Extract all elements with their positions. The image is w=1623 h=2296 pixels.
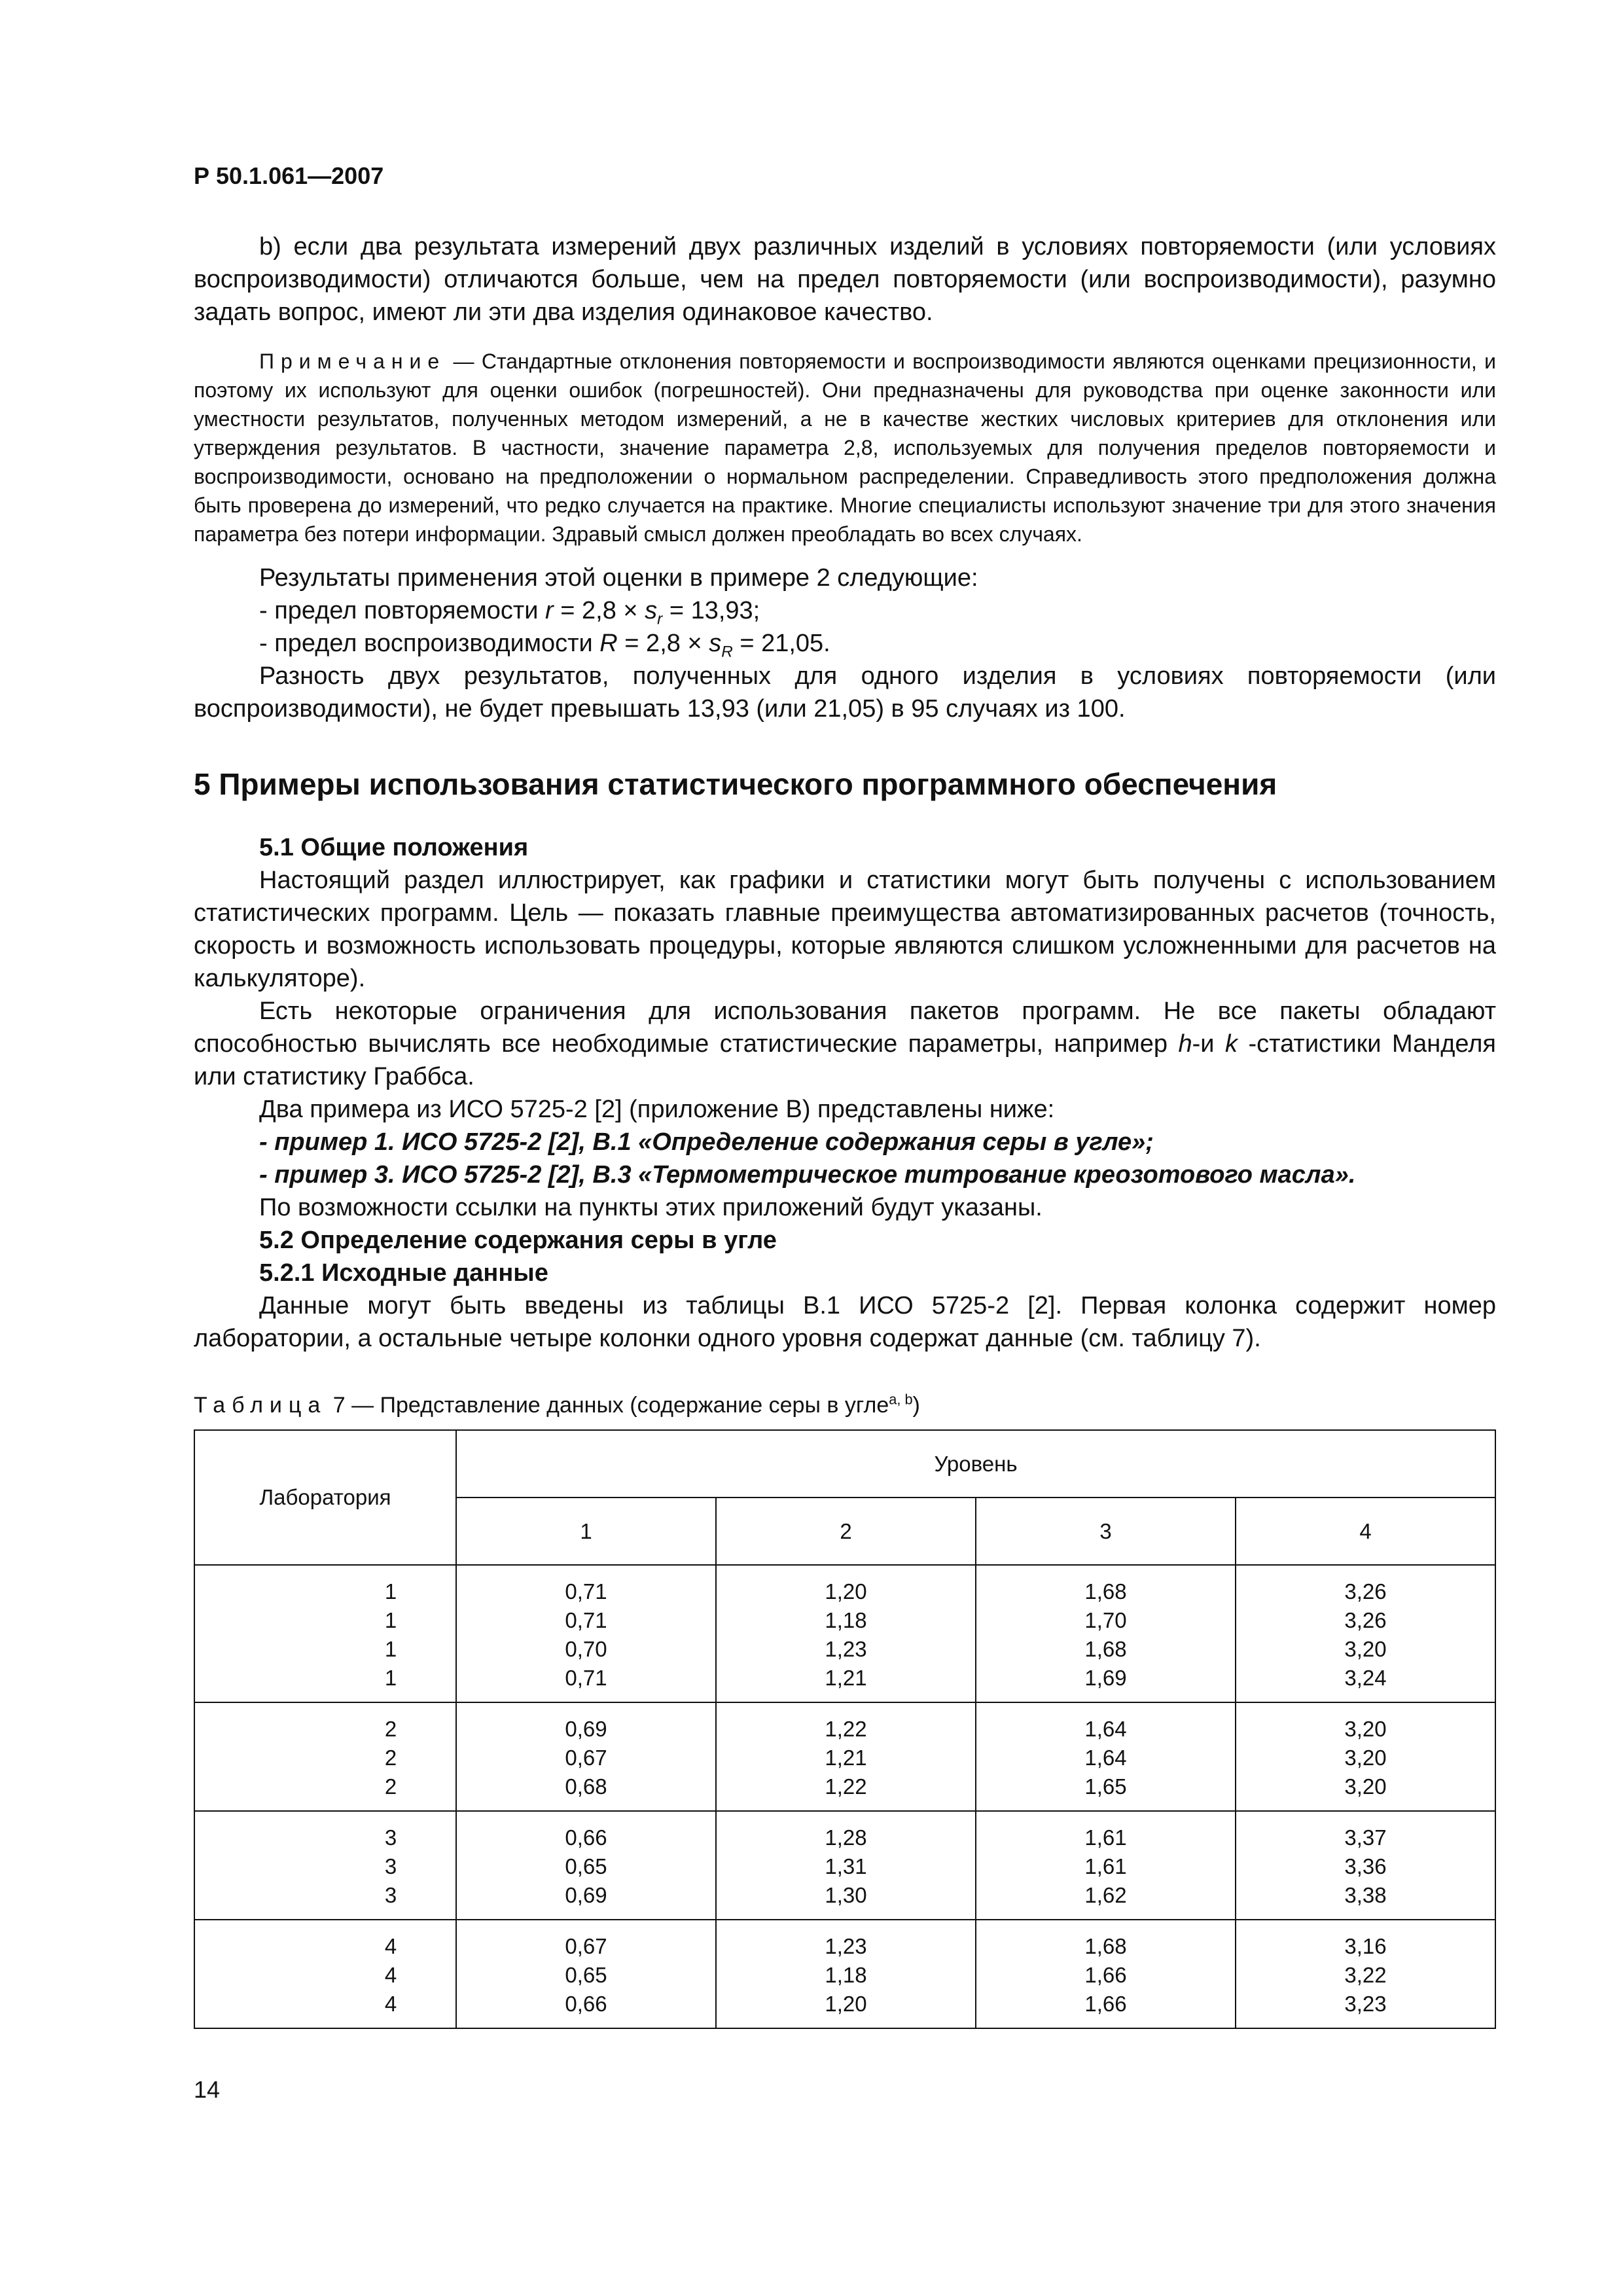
section-5-2-1-paragraph: Данные могут быть введены из таблицы В.1 ИСО 5725-2 [2]. Первая колонка содержит номер лаборатории, а остальные четыре колонки одного уровня содержат данные (см. таблицу 7). (194, 1292, 1496, 1352)
cell-laboratory (194, 1565, 456, 1702)
document-code-header: Р 50.1.061—2007 (194, 162, 384, 189)
level-header-2: 2 (716, 1498, 976, 1565)
item-b-paragraph: b) если два результата измерений двух различных изделий в условиях повторяемости (или условиях воспроизводимости) отличаются больше, чем на предел повторяемости (или воспроизводимости), разумно задать вопрос, имеют ли эти два изделия одинаковое качество. (194, 233, 1496, 326)
section-5-2-heading: 5.2 Определение содержания серы в угле (259, 1227, 777, 1254)
cell-value: 3 (384, 1825, 397, 1850)
cell-value: 1,69 (1084, 1666, 1127, 1690)
cell-value: 3,20 (1344, 1717, 1387, 1741)
cell-value: 3,37 (1344, 1825, 1387, 1850)
cell-value: 1,68 (1084, 1934, 1127, 1958)
cell-value: 0,65 (565, 1854, 607, 1878)
cell-value: 1 (384, 1579, 397, 1604)
table-7-caption: Таблица 7 — Представление данных (содержание серы в угле$^{a, b}$) (194, 1391, 920, 1418)
note-label: Примечание (259, 350, 446, 373)
cell-level-4 (1236, 1811, 1495, 1920)
cell-value: 0,68 (565, 1774, 607, 1799)
cell-level-2 (716, 1811, 976, 1920)
cell-value: 3 (384, 1883, 397, 1907)
cell-value: 3,26 (1344, 1579, 1387, 1604)
table-row (194, 1920, 1495, 2028)
table-row (194, 1565, 1495, 1702)
level-header-3: 3 (976, 1498, 1236, 1565)
cell-level-3 (976, 1702, 1236, 1811)
cell-level-2 (716, 1565, 976, 1702)
cell-value: 1,68 (1084, 1579, 1127, 1604)
section-5-1-paragraph-3: Два примера из ИСО 5725-2 [2] (приложение В) представлены ниже: (259, 1096, 1055, 1123)
cell-value: 1,64 (1084, 1746, 1127, 1770)
cell-value: 0,71 (565, 1666, 607, 1690)
cell-value: 2 (384, 1746, 397, 1770)
cell-level-4 (1236, 1702, 1495, 1811)
difference-paragraph: Разность двух результатов, полученных для одного изделия в условиях повторяемости (или воспроизводимости), не будет превышать 13,93 (или 21,05) в 95 случаях из 100. (194, 662, 1496, 723)
cell-value: 3,36 (1344, 1854, 1387, 1878)
cell-value: 1,18 (825, 1963, 867, 1987)
level-header-4: 4 (1236, 1498, 1495, 1565)
cell-level-3 (976, 1920, 1236, 2028)
cell-value: 3,26 (1344, 1608, 1387, 1632)
cell-value: 0,67 (565, 1746, 607, 1770)
cell-value: 1,31 (825, 1854, 867, 1878)
table-row (194, 1702, 1495, 1811)
cell-value: 1,20 (825, 1992, 867, 2016)
example-3-item: - пример 3. ИСО 5725-2 [2], В.3 «Термометрическое титрование креозотового масла». (259, 1161, 1356, 1189)
cell-value: 3,22 (1344, 1963, 1387, 1987)
cell-value: 0,70 (565, 1637, 607, 1661)
cell-level-2 (716, 1702, 976, 1811)
cell-level-1 (456, 1920, 716, 2028)
level-header-1: 1 (456, 1498, 716, 1565)
cell-level-4 (1236, 1565, 1495, 1702)
cell-value: 1,61 (1084, 1854, 1127, 1878)
note-text: — Стандартные отклонения повторяемости и воспроизводимости являются оценками прецизионности, и поэтому их используют для оценки ошибок (погрешностей). Они предназначены для руководства при оценке законности или уместности результатов, полученных методом измерений, а не в качестве жестких числовых критериев для отклонения или утверждения результатов. В частности, значение параметра 2,8, используемых для получения пределов повторяемости и воспроизводимости, основано на предположении о нормальном распределении. Справедливость этого предположения должна быть проверена до измерений, что редко случается на практике. Многие специалисты используют значение три для этого значения параметра без потери информации. Здравый смысл должен преобладать во всех случаях. (194, 350, 1496, 546)
cell-value: 1,30 (825, 1883, 867, 1907)
cell-value: 0,69 (565, 1717, 607, 1741)
cell-value: 1,23 (825, 1637, 867, 1661)
cell-level-4 (1236, 1920, 1495, 2028)
cell-value: 0,66 (565, 1825, 607, 1850)
cell-value: 0,71 (565, 1579, 607, 1604)
section-5-1-paragraph-2: Есть некоторые ограничения для использования пакетов программ. Не все пакеты обладают способностью вычислять все необходимые статистические параметры, например h-и k -статистики Манделя или статистику Граббса. (194, 997, 1496, 1090)
section-5-1-paragraph-1: Настоящий раздел иллюстрирует, как графики и статистики могут быть получены с использованием статистических программ. Цель — показать главные преимущества автоматизированных расчетов (точность, скорость и возможность использовать процедуры, которые являются слишком усложненными для расчетов на калькуляторе). (194, 867, 1496, 992)
cell-level-2 (716, 1920, 976, 2028)
results-intro: Результаты применения этой оценки в примере 2 следующие: (259, 564, 978, 592)
cell-value: 4 (384, 1963, 397, 1987)
cell-level-1 (456, 1565, 716, 1702)
cell-value: 3,38 (1344, 1883, 1387, 1907)
reproducibility-limit-line: - предел воспроизводимости $R = 2,8 \times s_R = 21,05$. (259, 630, 830, 661)
cell-laboratory (194, 1811, 456, 1920)
cell-laboratory (194, 1920, 456, 2028)
cell-value: 1,66 (1084, 1963, 1127, 1987)
cell-value: 0,69 (565, 1883, 607, 1907)
cell-value: 4 (384, 1992, 397, 2016)
page-number: 14 (194, 2076, 221, 2103)
cell-value: 2 (384, 1717, 397, 1741)
cell-value: 3,16 (1344, 1934, 1387, 1958)
cell-value: 1,21 (825, 1746, 867, 1770)
cell-value: 1 (384, 1666, 397, 1690)
cell-value: 3 (384, 1854, 397, 1878)
column-header-level: Уровень (456, 1430, 1495, 1498)
cell-value: 1,62 (1084, 1883, 1127, 1907)
cell-value: 1,22 (825, 1774, 867, 1799)
cell-value: 3,20 (1344, 1746, 1387, 1770)
example-1-item: - пример 1. ИСО 5725-2 [2], В.1 «Определение содержания серы в угле»; (259, 1128, 1154, 1156)
cell-value: 1 (384, 1637, 397, 1661)
section-5-1-paragraph-4: По возможности ссылки на пункты этих приложений будут указаны. (259, 1194, 1043, 1221)
note-paragraph (194, 347, 1496, 548)
cell-value: 1,65 (1084, 1774, 1127, 1799)
cell-value: 1,70 (1084, 1608, 1127, 1632)
cell-value: 0,71 (565, 1608, 607, 1632)
table-row (194, 1811, 1495, 1920)
page-content (194, 230, 1496, 2029)
column-header-laboratory: Лаборатория (194, 1430, 456, 1565)
cell-value: 4 (384, 1934, 397, 1958)
cell-level-3 (976, 1811, 1236, 1920)
cell-value: 1,20 (825, 1579, 867, 1604)
section-5-2-1-heading: 5.2.1 Исходные данные (259, 1259, 548, 1287)
cell-value: 1,21 (825, 1666, 867, 1690)
cell-level-3 (976, 1565, 1236, 1702)
section-5-heading: 5 Примеры использования статистического программного обеспечения (194, 767, 1277, 801)
table-7 (194, 1429, 1496, 2029)
cell-value: 1,64 (1084, 1717, 1127, 1741)
cell-value: 1,22 (825, 1717, 867, 1741)
cell-laboratory (194, 1702, 456, 1811)
cell-value: 0,67 (565, 1934, 607, 1958)
cell-value: 0,65 (565, 1963, 607, 1987)
cell-value: 3,20 (1344, 1637, 1387, 1661)
cell-value: 3,23 (1344, 1992, 1387, 2016)
cell-value: 1,18 (825, 1608, 867, 1632)
cell-value: 1 (384, 1608, 397, 1632)
cell-value: 3,24 (1344, 1666, 1387, 1690)
cell-value: 1,61 (1084, 1825, 1127, 1850)
cell-value: 0,66 (565, 1992, 607, 2016)
section-5-1-heading: 5.1 Общие положения (259, 834, 529, 861)
cell-level-1 (456, 1702, 716, 1811)
cell-value: 1,68 (1084, 1637, 1127, 1661)
repeatability-limit-line: - предел повторяемости $r = 2,8 \times s_r = 13,93$; (259, 597, 760, 628)
table-7-body (194, 1565, 1495, 2028)
cell-value: 1,23 (825, 1934, 867, 1958)
cell-value: 2 (384, 1774, 397, 1799)
cell-value: 3,20 (1344, 1774, 1387, 1799)
cell-value: 1,28 (825, 1825, 867, 1850)
cell-level-1 (456, 1811, 716, 1920)
cell-value: 1,66 (1084, 1992, 1127, 2016)
